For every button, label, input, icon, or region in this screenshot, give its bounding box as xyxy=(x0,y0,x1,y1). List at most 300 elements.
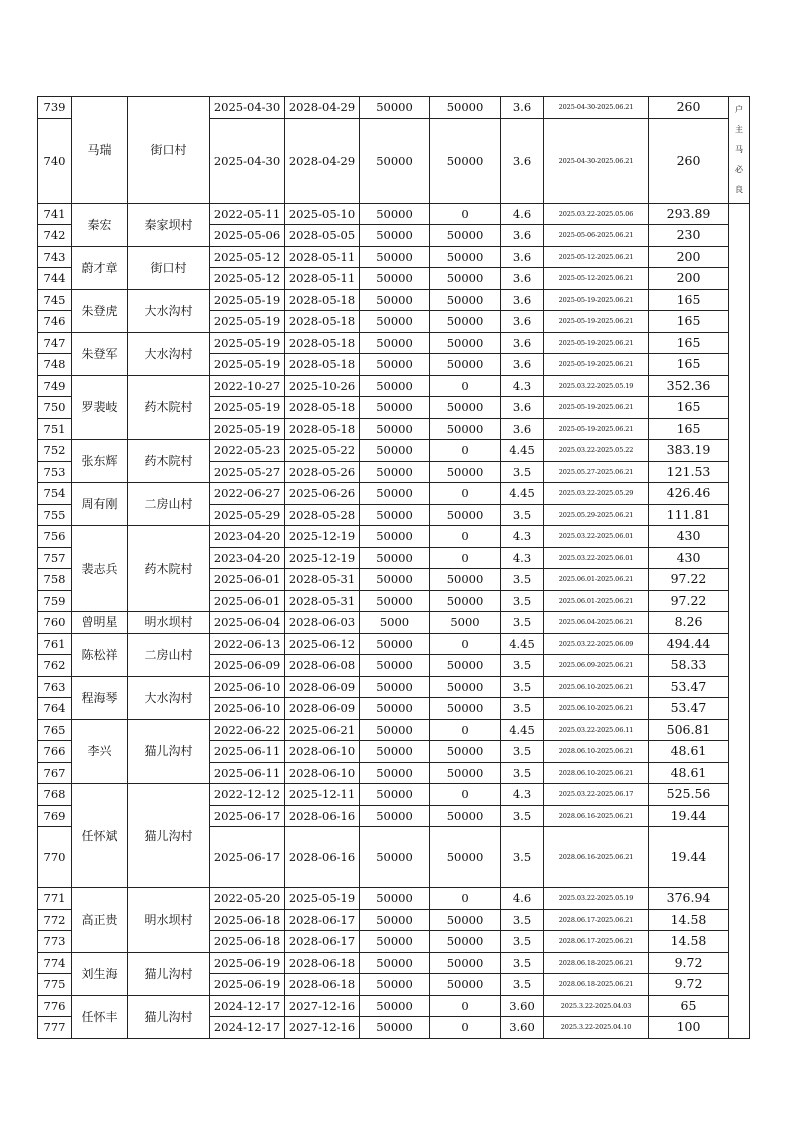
cell-no: 740 xyxy=(38,118,72,203)
cell-no: 768 xyxy=(38,784,72,806)
cell-end: 2025-12-11 xyxy=(285,784,360,806)
cell-no: 750 xyxy=(38,397,72,419)
cell-amount: 430 xyxy=(649,526,729,548)
cell-no: 752 xyxy=(38,440,72,462)
cell-subsidy: 50000 xyxy=(430,655,501,677)
cell-subsidy: 50000 xyxy=(430,931,501,953)
cell-end: 2028-05-18 xyxy=(285,289,360,311)
cell-no: 748 xyxy=(38,354,72,376)
table-row xyxy=(38,246,750,268)
cell-amount: 165 xyxy=(649,418,729,440)
cell-amount: 200 xyxy=(649,246,729,268)
cell-no: 757 xyxy=(38,547,72,569)
cell-name: 裴志兵 xyxy=(72,526,128,612)
cell-start: 2025-06-18 xyxy=(210,931,285,953)
cell-start: 2025-06-01 xyxy=(210,590,285,612)
cell-no: 765 xyxy=(38,719,72,741)
cell-village: 二房山村 xyxy=(128,633,210,676)
cell-loan: 50000 xyxy=(360,461,430,483)
cell-subsidy: 50000 xyxy=(430,827,501,888)
cell-rate: 3.6 xyxy=(501,289,544,311)
cell-end: 2028-05-11 xyxy=(285,268,360,290)
cell-amount: 48.61 xyxy=(649,762,729,784)
cell-village: 猫儿沟村 xyxy=(128,952,210,995)
cell-subsidy: 50000 xyxy=(430,97,501,119)
cell-rate: 4.45 xyxy=(501,633,544,655)
cell-start: 2025-06-17 xyxy=(210,805,285,827)
cell-amount: 14.58 xyxy=(649,909,729,931)
cell-subsidy: 0 xyxy=(430,995,501,1017)
cell-loan: 50000 xyxy=(360,354,430,376)
cell-rate: 4.45 xyxy=(501,719,544,741)
cell-name: 蔚才章 xyxy=(72,246,128,289)
cell-period: 2025-05-12-2025.06.21 xyxy=(544,268,649,290)
cell-period: 2025-05-19-2025.06.21 xyxy=(544,332,649,354)
cell-start: 2023-04-20 xyxy=(210,526,285,548)
cell-start: 2022-10-27 xyxy=(210,375,285,397)
cell-rate: 3.5 xyxy=(501,461,544,483)
cell-rate: 3.5 xyxy=(501,741,544,763)
cell-rate: 4.3 xyxy=(501,375,544,397)
cell-loan: 50000 xyxy=(360,97,430,119)
cell-rate: 3.5 xyxy=(501,805,544,827)
cell-period: 2025.03.22-2025.05.19 xyxy=(544,375,649,397)
cell-end: 2028-06-03 xyxy=(285,612,360,634)
cell-rate: 3.6 xyxy=(501,268,544,290)
cell-village: 药木院村 xyxy=(128,440,210,483)
cell-no: 764 xyxy=(38,698,72,720)
table-row xyxy=(38,440,750,462)
cell-no: 747 xyxy=(38,332,72,354)
table-row xyxy=(38,97,750,119)
cell-loan: 50000 xyxy=(360,719,430,741)
cell-amount: 97.22 xyxy=(649,590,729,612)
cell-loan: 50000 xyxy=(360,483,430,505)
cell-loan: 50000 xyxy=(360,569,430,591)
cell-end: 2027-12-16 xyxy=(285,1017,360,1039)
cell-period: 2025.3.22-2025.04.10 xyxy=(544,1017,649,1039)
cell-village: 大水沟村 xyxy=(128,676,210,719)
cell-period: 2025.06.01-2025.06.21 xyxy=(544,569,649,591)
cell-rate: 3.60 xyxy=(501,1017,544,1039)
cell-period: 2025-04-30-2025.06.21 xyxy=(544,97,649,119)
note-char: 必 xyxy=(735,164,743,174)
cell-period: 2025-05-19-2025.06.21 xyxy=(544,418,649,440)
cell-no: 762 xyxy=(38,655,72,677)
cell-rate: 3.6 xyxy=(501,225,544,247)
cell-period: 2025.03.22-2025.06.01 xyxy=(544,526,649,548)
cell-period: 2025.03.22-2025.06.11 xyxy=(544,719,649,741)
cell-start: 2025-05-19 xyxy=(210,289,285,311)
cell-amount: 200 xyxy=(649,268,729,290)
cell-amount: 53.47 xyxy=(649,698,729,720)
table-row xyxy=(38,332,750,354)
table-row xyxy=(38,375,750,397)
cell-loan: 50000 xyxy=(360,805,430,827)
cell-period: 2025.03.22-2025.06.01 xyxy=(544,547,649,569)
cell-period: 2025.06.01-2025.06.21 xyxy=(544,590,649,612)
cell-rate: 4.45 xyxy=(501,440,544,462)
cell-period: 2025-05-19-2025.06.21 xyxy=(544,397,649,419)
cell-subsidy: 0 xyxy=(430,375,501,397)
cell-end: 2025-06-21 xyxy=(285,719,360,741)
cell-name: 陈松祥 xyxy=(72,633,128,676)
cell-period: 2025-04-30-2025.06.21 xyxy=(544,118,649,203)
cell-start: 2022-05-11 xyxy=(210,203,285,225)
cell-period: 2025.06.04-2025.06.21 xyxy=(544,612,649,634)
cell-end: 2028-05-18 xyxy=(285,354,360,376)
cell-village: 猫儿沟村 xyxy=(128,784,210,888)
cell-end: 2028-06-10 xyxy=(285,762,360,784)
cell-name: 李兴 xyxy=(72,719,128,784)
cell-rate: 4.3 xyxy=(501,526,544,548)
cell-no: 746 xyxy=(38,311,72,333)
cell-subsidy: 50000 xyxy=(430,805,501,827)
cell-subsidy: 50000 xyxy=(430,311,501,333)
cell-no: 758 xyxy=(38,569,72,591)
cell-loan: 50000 xyxy=(360,655,430,677)
cell-start: 2025-06-18 xyxy=(210,909,285,931)
cell-rate: 3.6 xyxy=(501,397,544,419)
cell-subsidy: 50000 xyxy=(430,118,501,203)
cell-amount: 53.47 xyxy=(649,676,729,698)
cell-period: 2028.06.18-2025.06.21 xyxy=(544,974,649,996)
cell-village: 明水坝村 xyxy=(128,888,210,953)
cell-subsidy: 50000 xyxy=(430,461,501,483)
cell-village: 街口村 xyxy=(128,246,210,289)
table-row xyxy=(38,784,750,806)
cell-end: 2028-06-09 xyxy=(285,676,360,698)
cell-name: 张东辉 xyxy=(72,440,128,483)
cell-period: 2028.06.16-2025.06.21 xyxy=(544,805,649,827)
cell-no: 772 xyxy=(38,909,72,931)
cell-village: 街口村 xyxy=(128,97,210,204)
cell-amount: 100 xyxy=(649,1017,729,1039)
cell-end: 2025-10-26 xyxy=(285,375,360,397)
cell-no: 745 xyxy=(38,289,72,311)
cell-amount: 430 xyxy=(649,547,729,569)
cell-amount: 506.81 xyxy=(649,719,729,741)
cell-name: 程海琴 xyxy=(72,676,128,719)
cell-no: 743 xyxy=(38,246,72,268)
cell-loan: 50000 xyxy=(360,676,430,698)
cell-village: 秦家坝村 xyxy=(128,203,210,246)
cell-no: 763 xyxy=(38,676,72,698)
cell-start: 2022-05-20 xyxy=(210,888,285,910)
cell-period: 2025.03.22-2025.05.29 xyxy=(544,483,649,505)
cell-subsidy: 50000 xyxy=(430,332,501,354)
cell-end: 2025-12-19 xyxy=(285,547,360,569)
cell-subsidy: 5000 xyxy=(430,612,501,634)
cell-loan: 50000 xyxy=(360,246,430,268)
cell-amount: 48.61 xyxy=(649,741,729,763)
cell-name: 刘生海 xyxy=(72,952,128,995)
cell-subsidy: 0 xyxy=(430,888,501,910)
cell-name: 高正贵 xyxy=(72,888,128,953)
cell-subsidy: 50000 xyxy=(430,974,501,996)
cell-rate: 3.6 xyxy=(501,246,544,268)
cell-subsidy: 0 xyxy=(430,633,501,655)
cell-rate: 3.5 xyxy=(501,762,544,784)
cell-end: 2028-05-28 xyxy=(285,504,360,526)
cell-rate: 3.5 xyxy=(501,655,544,677)
cell-amount: 165 xyxy=(649,311,729,333)
cell-subsidy: 50000 xyxy=(430,698,501,720)
cell-loan: 50000 xyxy=(360,741,430,763)
cell-village: 猫儿沟村 xyxy=(128,995,210,1038)
cell-loan: 50000 xyxy=(360,118,430,203)
cell-rate: 4.6 xyxy=(501,203,544,225)
cell-period: 2025.03.22-2025.05.22 xyxy=(544,440,649,462)
cell-loan: 50000 xyxy=(360,952,430,974)
cell-amount: 525.56 xyxy=(649,784,729,806)
cell-no: 761 xyxy=(38,633,72,655)
cell-name: 朱登军 xyxy=(72,332,128,375)
cell-no: 774 xyxy=(38,952,72,974)
cell-loan: 50000 xyxy=(360,397,430,419)
cell-subsidy: 50000 xyxy=(430,909,501,931)
cell-no: 770 xyxy=(38,827,72,888)
cell-no: 741 xyxy=(38,203,72,225)
cell-subsidy: 50000 xyxy=(430,504,501,526)
cell-amount: 97.22 xyxy=(649,569,729,591)
cell-subsidy: 50000 xyxy=(430,397,501,419)
cell-period: 2028.06.17-2025.06.21 xyxy=(544,931,649,953)
cell-end: 2025-05-19 xyxy=(285,888,360,910)
table-row xyxy=(38,952,750,974)
cell-no: 751 xyxy=(38,418,72,440)
cell-end: 2028-06-17 xyxy=(285,931,360,953)
cell-no: 742 xyxy=(38,225,72,247)
cell-loan: 50000 xyxy=(360,547,430,569)
cell-start: 2022-06-22 xyxy=(210,719,285,741)
cell-amount: 165 xyxy=(649,289,729,311)
cell-loan: 50000 xyxy=(360,827,430,888)
cell-amount: 19.44 xyxy=(649,805,729,827)
cell-amount: 230 xyxy=(649,225,729,247)
cell-village: 二房山村 xyxy=(128,483,210,526)
cell-period: 2028.06.16-2025.06.21 xyxy=(544,827,649,888)
cell-amount: 65 xyxy=(649,995,729,1017)
cell-amount: 426.46 xyxy=(649,483,729,505)
cell-no: 755 xyxy=(38,504,72,526)
cell-village: 大水沟村 xyxy=(128,289,210,332)
cell-village: 猫儿沟村 xyxy=(128,719,210,784)
cell-rate: 3.5 xyxy=(501,827,544,888)
cell-rate: 3.5 xyxy=(501,676,544,698)
cell-subsidy: 0 xyxy=(430,203,501,225)
cell-start: 2022-12-12 xyxy=(210,784,285,806)
cell-start: 2022-06-13 xyxy=(210,633,285,655)
cell-rate: 3.6 xyxy=(501,418,544,440)
cell-amount: 260 xyxy=(649,97,729,119)
cell-end: 2028-04-29 xyxy=(285,118,360,203)
table-row xyxy=(38,633,750,655)
cell-no: 749 xyxy=(38,375,72,397)
cell-no: 739 xyxy=(38,97,72,119)
cell-subsidy: 50000 xyxy=(430,354,501,376)
cell-start: 2025-06-09 xyxy=(210,655,285,677)
note-cell xyxy=(729,97,750,204)
cell-start: 2025-06-01 xyxy=(210,569,285,591)
cell-subsidy: 50000 xyxy=(430,289,501,311)
cell-start: 2022-05-23 xyxy=(210,440,285,462)
cell-no: 776 xyxy=(38,995,72,1017)
cell-loan: 50000 xyxy=(360,698,430,720)
cell-loan: 5000 xyxy=(360,612,430,634)
cell-no: 760 xyxy=(38,612,72,634)
cell-start: 2024-12-17 xyxy=(210,1017,285,1039)
cell-loan: 50000 xyxy=(360,762,430,784)
table-row xyxy=(38,719,750,741)
cell-subsidy: 50000 xyxy=(430,268,501,290)
cell-start: 2025-06-11 xyxy=(210,741,285,763)
cell-end: 2028-06-16 xyxy=(285,805,360,827)
cell-loan: 50000 xyxy=(360,332,430,354)
cell-end: 2028-05-18 xyxy=(285,332,360,354)
cell-no: 771 xyxy=(38,888,72,910)
cell-name: 周有刚 xyxy=(72,483,128,526)
table-row xyxy=(38,289,750,311)
cell-end: 2025-05-10 xyxy=(285,203,360,225)
cell-no: 744 xyxy=(38,268,72,290)
cell-start: 2025-05-29 xyxy=(210,504,285,526)
cell-start: 2025-05-19 xyxy=(210,354,285,376)
cell-name: 曾明星 xyxy=(72,612,128,634)
cell-amount: 165 xyxy=(649,354,729,376)
cell-name: 马瑞 xyxy=(72,97,128,204)
cell-subsidy: 50000 xyxy=(430,246,501,268)
cell-amount: 121.53 xyxy=(649,461,729,483)
cell-end: 2028-06-18 xyxy=(285,974,360,996)
cell-period: 2025.3.22-2025.04.03 xyxy=(544,995,649,1017)
cell-loan: 50000 xyxy=(360,590,430,612)
cell-loan: 50000 xyxy=(360,203,430,225)
table-body xyxy=(38,97,750,1039)
cell-amount: 165 xyxy=(649,332,729,354)
cell-rate: 4.3 xyxy=(501,547,544,569)
cell-amount: 376.94 xyxy=(649,888,729,910)
cell-period: 2025-05-19-2025.06.21 xyxy=(544,289,649,311)
cell-period: 2025.03.22-2025.05.06 xyxy=(544,203,649,225)
table-row xyxy=(38,483,750,505)
cell-loan: 50000 xyxy=(360,504,430,526)
cell-start: 2025-06-19 xyxy=(210,974,285,996)
cell-no: 759 xyxy=(38,590,72,612)
cell-loan: 50000 xyxy=(360,974,430,996)
cell-rate: 3.5 xyxy=(501,931,544,953)
cell-loan: 50000 xyxy=(360,784,430,806)
cell-end: 2028-05-11 xyxy=(285,246,360,268)
cell-period: 2025-05-12-2025.06.21 xyxy=(544,246,649,268)
cell-village: 药木院村 xyxy=(128,526,210,612)
cell-subsidy: 0 xyxy=(430,719,501,741)
cell-amount: 9.72 xyxy=(649,974,729,996)
cell-rate: 3.60 xyxy=(501,995,544,1017)
cell-rate: 3.5 xyxy=(501,504,544,526)
cell-subsidy: 0 xyxy=(430,483,501,505)
cell-rate: 3.5 xyxy=(501,569,544,591)
cell-subsidy: 50000 xyxy=(430,741,501,763)
cell-period: 2025.06.10-2025.06.21 xyxy=(544,676,649,698)
cell-end: 2025-06-12 xyxy=(285,633,360,655)
cell-subsidy: 50000 xyxy=(430,952,501,974)
cell-period: 2025-05-19-2025.06.21 xyxy=(544,354,649,376)
cell-start: 2024-12-17 xyxy=(210,995,285,1017)
cell-period: 2025.03.22-2025.05.19 xyxy=(544,888,649,910)
cell-subsidy: 50000 xyxy=(430,225,501,247)
cell-rate: 3.6 xyxy=(501,354,544,376)
cell-no: 753 xyxy=(38,461,72,483)
cell-end: 2025-05-22 xyxy=(285,440,360,462)
cell-name: 罗裴岐 xyxy=(72,375,128,440)
cell-period: 2025-05-06-2025.06.21 xyxy=(544,225,649,247)
cell-amount: 352.36 xyxy=(649,375,729,397)
cell-rate: 4.3 xyxy=(501,784,544,806)
cell-start: 2025-06-10 xyxy=(210,676,285,698)
cell-rate: 3.6 xyxy=(501,332,544,354)
cell-end: 2028-05-31 xyxy=(285,590,360,612)
cell-loan: 50000 xyxy=(360,289,430,311)
cell-period: 2028.06.18-2025.06.21 xyxy=(544,952,649,974)
cell-loan: 50000 xyxy=(360,440,430,462)
cell-loan: 50000 xyxy=(360,909,430,931)
cell-amount: 8.26 xyxy=(649,612,729,634)
cell-end: 2028-05-18 xyxy=(285,311,360,333)
cell-start: 2022-06-27 xyxy=(210,483,285,505)
cell-start: 2025-06-17 xyxy=(210,827,285,888)
cell-subsidy: 0 xyxy=(430,526,501,548)
cell-subsidy: 50000 xyxy=(430,590,501,612)
cell-no: 769 xyxy=(38,805,72,827)
cell-period: 2025.03.22-2025.06.17 xyxy=(544,784,649,806)
cell-rate: 3.5 xyxy=(501,698,544,720)
cell-subsidy: 0 xyxy=(430,1017,501,1039)
cell-rate: 3.5 xyxy=(501,952,544,974)
cell-end: 2028-05-18 xyxy=(285,397,360,419)
cell-rate: 4.6 xyxy=(501,888,544,910)
cell-start: 2025-04-30 xyxy=(210,118,285,203)
cell-loan: 50000 xyxy=(360,633,430,655)
cell-rate: 3.6 xyxy=(501,118,544,203)
cell-end: 2028-04-29 xyxy=(285,97,360,119)
cell-name: 秦宏 xyxy=(72,203,128,246)
cell-start: 2025-04-30 xyxy=(210,97,285,119)
cell-loan: 50000 xyxy=(360,995,430,1017)
cell-name: 朱登虎 xyxy=(72,289,128,332)
cell-period: 2028.06.17-2025.06.21 xyxy=(544,909,649,931)
table-row xyxy=(38,526,750,548)
cell-loan: 50000 xyxy=(360,931,430,953)
cell-subsidy: 50000 xyxy=(430,418,501,440)
cell-amount: 260 xyxy=(649,118,729,203)
cell-loan: 50000 xyxy=(360,418,430,440)
cell-start: 2025-05-12 xyxy=(210,246,285,268)
cell-rate: 3.5 xyxy=(501,974,544,996)
cell-start: 2025-06-19 xyxy=(210,952,285,974)
cell-amount: 111.81 xyxy=(649,504,729,526)
cell-subsidy: 0 xyxy=(430,440,501,462)
cell-end: 2028-06-09 xyxy=(285,698,360,720)
cell-end: 2025-06-26 xyxy=(285,483,360,505)
note-char: 马 xyxy=(735,144,743,154)
cell-start: 2025-05-27 xyxy=(210,461,285,483)
cell-period: 2025-05-19-2025.06.21 xyxy=(544,311,649,333)
cell-village: 明水坝村 xyxy=(128,612,210,634)
cell-loan: 50000 xyxy=(360,526,430,548)
cell-start: 2025-06-04 xyxy=(210,612,285,634)
cell-no: 756 xyxy=(38,526,72,548)
